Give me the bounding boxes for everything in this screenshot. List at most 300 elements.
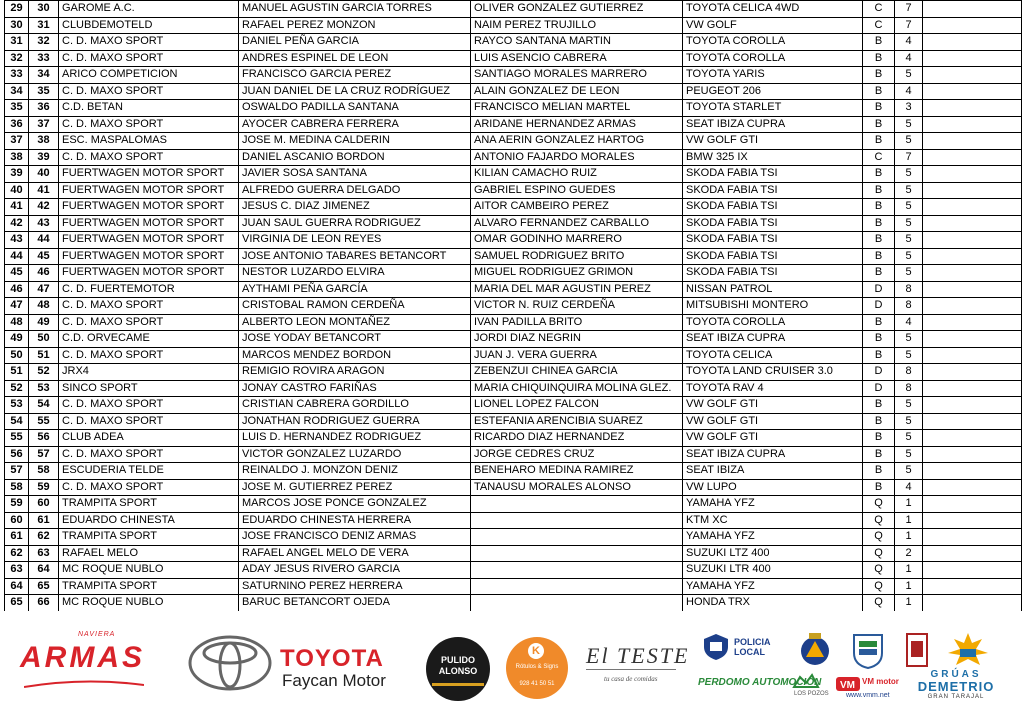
class-cell: B <box>863 50 895 67</box>
vehicle-cell: VW GOLF GTI <box>683 397 863 414</box>
order-cell: 39 <box>5 166 29 183</box>
vm-motor-web: www.vmm.net <box>846 692 890 699</box>
notes-cell <box>923 529 1022 546</box>
vehicle-cell: BMW 325 IX <box>683 149 863 166</box>
driver-cell: ADAY JESUS RIVERO GARCIA <box>239 562 471 579</box>
team-cell: C. D. FUERTEMOTOR <box>59 281 239 298</box>
vehicle-cell: SKODA FABIA TSI <box>683 166 863 183</box>
dorsal-cell: 47 <box>29 281 59 298</box>
driver-cell: AYTHAMI PEÑA GARCÍA <box>239 281 471 298</box>
vehicle-cell: SKODA FABIA TSI <box>683 182 863 199</box>
class-cell: B <box>863 265 895 282</box>
codriver-cell: AITOR CAMBEIRO PEREZ <box>471 199 683 216</box>
notes-cell <box>923 463 1022 480</box>
order-cell: 34 <box>5 83 29 100</box>
dorsal-cell: 62 <box>29 529 59 546</box>
order-cell: 40 <box>5 182 29 199</box>
team-cell: C. D. MAXO SPORT <box>59 116 239 133</box>
class-cell: Q <box>863 562 895 579</box>
group-cell: 4 <box>895 314 923 331</box>
gran-tarajal-text: GRAN TARAJAL <box>927 694 985 700</box>
group-cell: 8 <box>895 281 923 298</box>
vehicle-cell: VW GOLF GTI <box>683 133 863 150</box>
demetrio-text: DEMETRIO <box>917 679 995 694</box>
vm-motor-text: VM motor <box>862 677 899 686</box>
driver-cell: SATURNINO PEREZ HERRERA <box>239 578 471 595</box>
driver-cell: VICTOR GONZALEZ LUZARDO <box>239 446 471 463</box>
group-cell: 3 <box>895 100 923 117</box>
notes-cell <box>923 265 1022 282</box>
group-cell: 8 <box>895 298 923 315</box>
order-cell: 32 <box>5 50 29 67</box>
group-cell: 1 <box>895 512 923 529</box>
group-cell: 7 <box>895 149 923 166</box>
dorsal-cell: 39 <box>29 149 59 166</box>
driver-cell: JAVIER SOSA SANTANA <box>239 166 471 183</box>
class-cell: B <box>863 215 895 232</box>
group-cell: 5 <box>895 347 923 364</box>
proteccion-civil-crest-icon <box>798 631 832 667</box>
group-cell: 1 <box>895 529 923 546</box>
table-row <box>5 100 1022 117</box>
driver-cell: CRISTIAN CABRERA GORDILLO <box>239 397 471 414</box>
driver-cell: DANIEL ASCANIO BORDON <box>239 149 471 166</box>
team-cell: FUERTWAGEN MOTOR SPORT <box>59 248 239 265</box>
dorsal-cell: 58 <box>29 463 59 480</box>
class-cell: Q <box>863 496 895 513</box>
vehicle-cell: TOYOTA STARLET <box>683 100 863 117</box>
table-row <box>5 397 1022 414</box>
order-cell: 60 <box>5 512 29 529</box>
dorsal-cell: 48 <box>29 298 59 315</box>
dorsal-cell: 53 <box>29 380 59 397</box>
vehicle-cell: TOYOTA COROLLA <box>683 34 863 51</box>
order-cell: 64 <box>5 578 29 595</box>
driver-cell: ALFREDO GUERRA DELGADO <box>239 182 471 199</box>
table-row <box>5 166 1022 183</box>
codriver-cell: MIGUEL RODRIGUEZ GRIMON <box>471 265 683 282</box>
table-row <box>5 512 1022 529</box>
dorsal-cell: 59 <box>29 479 59 496</box>
team-cell: RAFAEL MELO <box>59 545 239 562</box>
class-cell: B <box>863 182 895 199</box>
notes-cell <box>923 595 1022 612</box>
vehicle-cell: VW LUPO <box>683 479 863 496</box>
codriver-cell: RICARDO DIAZ HERNANDEZ <box>471 430 683 447</box>
class-cell: C <box>863 17 895 34</box>
codriver-cell: ALVARO FERNANDEZ CARBALLO <box>471 215 683 232</box>
team-cell: EDUARDO CHINESTA <box>59 512 239 529</box>
class-cell: B <box>863 248 895 265</box>
group-cell: 1 <box>895 496 923 513</box>
dorsal-cell: 37 <box>29 116 59 133</box>
driver-cell: DANIEL PEÑA GARCIA <box>239 34 471 51</box>
team-cell: TRAMPITA SPORT <box>59 496 239 513</box>
dorsal-cell: 57 <box>29 446 59 463</box>
vehicle-cell: HONDA TRX <box>683 595 863 612</box>
table-row <box>5 314 1022 331</box>
driver-cell: ANDRES ESPINEL DE LEON <box>239 50 471 67</box>
order-cell: 35 <box>5 100 29 117</box>
vehicle-cell: SEAT IBIZA CUPRA <box>683 331 863 348</box>
group-cell: 5 <box>895 166 923 183</box>
el-teste-tagline: tu casa de comidas <box>604 675 658 683</box>
notes-cell <box>923 149 1022 166</box>
codriver-cell: ESTEFANIA ARENCIBIA SUAREZ <box>471 413 683 430</box>
notes-cell <box>923 298 1022 315</box>
team-cell: C. D. MAXO SPORT <box>59 347 239 364</box>
class-cell: D <box>863 281 895 298</box>
team-cell: TRAMPITA SPORT <box>59 578 239 595</box>
team-cell: ESCUDERIA TELDE <box>59 463 239 480</box>
group-cell: 4 <box>895 50 923 67</box>
codriver-cell: KILIAN CAMACHO RUIZ <box>471 166 683 183</box>
table-row <box>5 248 1022 265</box>
team-cell: C. D. MAXO SPORT <box>59 83 239 100</box>
codriver-cell: ARIDANE HERNANDEZ ARMAS <box>471 116 683 133</box>
notes-cell <box>923 248 1022 265</box>
driver-cell: MANUEL AGUSTIN GARCIA TORRES <box>239 1 471 18</box>
notes-cell <box>923 232 1022 249</box>
el-teste-logo: El TESTE <box>586 643 690 668</box>
team-cell: C. D. MAXO SPORT <box>59 397 239 414</box>
class-cell: C <box>863 149 895 166</box>
team-cell: C. D. MAXO SPORT <box>59 149 239 166</box>
table-row <box>5 116 1022 133</box>
driver-cell: RAFAEL ANGEL MELO DE VERA <box>239 545 471 562</box>
table-row <box>5 364 1022 381</box>
group-cell: 7 <box>895 1 923 18</box>
team-cell: TRAMPITA SPORT <box>59 529 239 546</box>
driver-cell: JOSE FRANCISCO DENIZ ARMAS <box>239 529 471 546</box>
team-cell: FUERTWAGEN MOTOR SPORT <box>59 182 239 199</box>
group-cell: 5 <box>895 331 923 348</box>
dorsal-cell: 63 <box>29 545 59 562</box>
dorsal-cell: 41 <box>29 182 59 199</box>
notes-cell <box>923 347 1022 364</box>
notes-cell <box>923 413 1022 430</box>
codriver-cell: GABRIEL ESPINO GUEDES <box>471 182 683 199</box>
codriver-cell: JORDI DIAZ NEGRIN <box>471 331 683 348</box>
notes-cell <box>923 479 1022 496</box>
group-cell: 7 <box>895 17 923 34</box>
toyota-wordmark: TOYOTA <box>280 645 384 672</box>
codriver-cell: MARIA CHIQUINQUIRA MOLINA GLEZ. <box>471 380 683 397</box>
driver-cell: JUAN SAUL GUERRA RODRIGUEZ <box>239 215 471 232</box>
notes-cell <box>923 215 1022 232</box>
vehicle-cell: TOYOTA RAV 4 <box>683 380 863 397</box>
notes-cell <box>923 166 1022 183</box>
team-cell: FUERTWAGEN MOTOR SPORT <box>59 232 239 249</box>
vehicle-cell: TOYOTA CELICA <box>683 347 863 364</box>
codriver-cell <box>471 562 683 579</box>
table-row <box>5 430 1022 447</box>
codriver-cell: IVAN PADILLA BRITO <box>471 314 683 331</box>
table-row <box>5 182 1022 199</box>
order-cell: 63 <box>5 562 29 579</box>
group-cell: 5 <box>895 397 923 414</box>
codriver-cell: TANAUSU MORALES ALONSO <box>471 479 683 496</box>
codriver-cell: OMAR GODINHO MARRERO <box>471 232 683 249</box>
codriver-cell: ZEBENZUI CHINEA GARCIA <box>471 364 683 381</box>
codriver-cell: ANTONIO FAJARDO MORALES <box>471 149 683 166</box>
table-row <box>5 199 1022 216</box>
codriver-cell <box>471 529 683 546</box>
team-cell: FUERTWAGEN MOTOR SPORT <box>59 215 239 232</box>
el-teste-line <box>586 669 676 670</box>
vehicle-cell: NISSAN PATROL <box>683 281 863 298</box>
order-cell: 30 <box>5 17 29 34</box>
pulido-alonso-logo <box>426 637 490 701</box>
team-cell: C. D. MAXO SPORT <box>59 34 239 51</box>
notes-cell <box>923 50 1022 67</box>
group-cell: 5 <box>895 248 923 265</box>
armas-tagline: NAVIERA <box>78 631 116 638</box>
driver-cell: VIRGINIA DE LEON REYES <box>239 232 471 249</box>
table-row <box>5 281 1022 298</box>
codriver-cell <box>471 595 683 612</box>
group-cell: 1 <box>895 578 923 595</box>
class-cell: B <box>863 430 895 447</box>
table-row <box>5 17 1022 34</box>
group-cell: 8 <box>895 380 923 397</box>
vehicle-cell: TOYOTA COROLLA <box>683 314 863 331</box>
svg-text:VM: VM <box>840 680 855 691</box>
vehicle-cell: SKODA FABIA TSI <box>683 232 863 249</box>
table-row <box>5 529 1022 546</box>
vehicle-cell: SEAT IBIZA CUPRA <box>683 116 863 133</box>
group-cell: 2 <box>895 545 923 562</box>
rotulos-k-icon: K <box>528 643 544 659</box>
gruas-text: GRÚAS <box>930 669 982 680</box>
vehicle-cell: YAMAHA YFZ <box>683 529 863 546</box>
codriver-cell: SANTIAGO MORALES MARRERO <box>471 67 683 84</box>
notes-cell <box>923 314 1022 331</box>
team-cell: C. D. MAXO SPORT <box>59 479 239 496</box>
group-cell: 5 <box>895 232 923 249</box>
dorsal-cell: 36 <box>29 100 59 117</box>
group-cell: 4 <box>895 83 923 100</box>
notes-cell <box>923 83 1022 100</box>
order-cell: 46 <box>5 281 29 298</box>
team-cell: CLUBDEMOTELD <box>59 17 239 34</box>
group-cell: 5 <box>895 215 923 232</box>
group-cell: 1 <box>895 595 923 612</box>
table-row <box>5 232 1022 249</box>
dorsal-cell: 32 <box>29 34 59 51</box>
vehicle-cell: TOYOTA COROLLA <box>683 50 863 67</box>
table-row <box>5 50 1022 67</box>
codriver-cell: ANA AERIN GONZALEZ HARTOG <box>471 133 683 150</box>
class-cell: Q <box>863 595 895 612</box>
rotulos-text: Rótulos & Signs <box>515 664 559 670</box>
table-row <box>5 463 1022 480</box>
dorsal-cell: 60 <box>29 496 59 513</box>
table-row <box>5 380 1022 397</box>
dorsal-cell: 56 <box>29 430 59 447</box>
vehicle-cell: TOYOTA YARIS <box>683 67 863 84</box>
driver-cell: JONAY CASTRO FARIÑAS <box>239 380 471 397</box>
order-cell: 49 <box>5 331 29 348</box>
team-cell: MC ROQUE NUBLO <box>59 595 239 612</box>
driver-cell: REMIGIO ROVIRA ARAGON <box>239 364 471 381</box>
dorsal-cell: 33 <box>29 50 59 67</box>
order-cell: 59 <box>5 496 29 513</box>
codriver-cell: VICTOR N. RUIZ CERDEÑA <box>471 298 683 315</box>
table-row <box>5 215 1022 232</box>
notes-cell <box>923 281 1022 298</box>
driver-cell: CRISTOBAL RAMON CERDEÑA <box>239 298 471 315</box>
table-row <box>5 347 1022 364</box>
group-cell: 5 <box>895 182 923 199</box>
order-cell: 44 <box>5 248 29 265</box>
order-cell: 55 <box>5 430 29 447</box>
order-cell: 37 <box>5 133 29 150</box>
driver-cell: JONATHAN RODRIGUEZ GUERRA <box>239 413 471 430</box>
driver-cell: JUAN DANIEL DE LA CRUZ RODRÍGUEZ <box>239 83 471 100</box>
driver-cell: EDUARDO CHINESTA HERRERA <box>239 512 471 529</box>
vehicle-cell: SEAT IBIZA <box>683 463 863 480</box>
vehicle-cell: MITSUBISHI MONTERO <box>683 298 863 315</box>
class-cell: Q <box>863 512 895 529</box>
driver-cell: NESTOR LUZARDO ELVIRA <box>239 265 471 282</box>
table-row <box>5 413 1022 430</box>
notes-cell <box>923 512 1022 529</box>
perdomo-subtext: LOS POZOS <box>794 691 829 697</box>
table-row <box>5 545 1022 562</box>
team-cell: C. D. MAXO SPORT <box>59 446 239 463</box>
driver-cell: JOSE M. GUTIERREZ PEREZ <box>239 479 471 496</box>
table-row <box>5 133 1022 150</box>
order-cell: 52 <box>5 380 29 397</box>
class-cell: B <box>863 232 895 249</box>
order-cell: 48 <box>5 314 29 331</box>
vehicle-cell: VW GOLF <box>683 17 863 34</box>
order-cell: 65 <box>5 595 29 612</box>
dorsal-cell: 54 <box>29 397 59 414</box>
perdomo-car-icon <box>792 673 820 689</box>
order-cell: 50 <box>5 347 29 364</box>
notes-cell <box>923 100 1022 117</box>
dorsal-cell: 61 <box>29 512 59 529</box>
vehicle-cell: SKODA FABIA TSI <box>683 199 863 216</box>
rotulos-phone: 928 41 50 51 <box>519 681 555 687</box>
driver-cell: JOSE ANTONIO TABARES BETANCORT <box>239 248 471 265</box>
dorsal-cell: 44 <box>29 232 59 249</box>
group-cell: 5 <box>895 67 923 84</box>
pulido-underline <box>432 683 484 686</box>
notes-cell <box>923 1 1022 18</box>
class-cell: B <box>863 446 895 463</box>
vehicle-cell: SKODA FABIA TSI <box>683 248 863 265</box>
class-cell: B <box>863 199 895 216</box>
table-row <box>5 595 1022 612</box>
table-row <box>5 34 1022 51</box>
dorsal-cell: 64 <box>29 562 59 579</box>
codriver-cell: LIONEL LOPEZ FALCON <box>471 397 683 414</box>
codriver-cell: OLIVER GONZALEZ GUTIERREZ <box>471 1 683 18</box>
driver-cell: MARCOS MENDEZ BORDON <box>239 347 471 364</box>
class-cell: B <box>863 166 895 183</box>
order-cell: 43 <box>5 232 29 249</box>
class-cell: B <box>863 347 895 364</box>
dorsal-cell: 38 <box>29 133 59 150</box>
driver-cell: JOSE YODAY BETANCORT <box>239 331 471 348</box>
dorsal-cell: 49 <box>29 314 59 331</box>
driver-cell: FRANCISCO GARCIA PEREZ <box>239 67 471 84</box>
codriver-cell: FRANCISCO MELIAN MARTEL <box>471 100 683 117</box>
policia-local-text: POLICIA LOCAL <box>734 637 771 657</box>
dorsal-cell: 66 <box>29 595 59 612</box>
notes-cell <box>923 182 1022 199</box>
driver-cell: JESUS C. DIAZ JIMENEZ <box>239 199 471 216</box>
group-cell: 4 <box>895 479 923 496</box>
vehicle-cell: TOYOTA LAND CRUISER 3.0 <box>683 364 863 381</box>
order-cell: 36 <box>5 116 29 133</box>
driver-cell: BARUC BETANCORT OJEDA <box>239 595 471 612</box>
order-cell: 61 <box>5 529 29 546</box>
driver-cell: JOSE M. MEDINA CALDERIN <box>239 133 471 150</box>
notes-cell <box>923 331 1022 348</box>
class-cell: D <box>863 364 895 381</box>
table-row <box>5 446 1022 463</box>
notes-cell <box>923 364 1022 381</box>
codriver-cell: RAYCO SANTANA MARTIN <box>471 34 683 51</box>
fuerteventura-logo-icon <box>946 631 990 667</box>
group-cell: 5 <box>895 463 923 480</box>
order-cell: 38 <box>5 149 29 166</box>
class-cell: D <box>863 380 895 397</box>
codriver-cell: MARIA DEL MAR AGUSTIN PEREZ <box>471 281 683 298</box>
toyota-emblem-icon <box>188 635 272 691</box>
rotulos-logo <box>506 637 568 699</box>
order-cell: 54 <box>5 413 29 430</box>
order-cell: 56 <box>5 446 29 463</box>
team-cell: ESC. MASPALOMAS <box>59 133 239 150</box>
perdomo-automocion-logo: PERDOMO AUTOMOCIÓN <box>698 677 822 688</box>
class-cell: B <box>863 331 895 348</box>
order-cell: 58 <box>5 479 29 496</box>
notes-cell <box>923 578 1022 595</box>
policia-local-shield-icon <box>702 633 730 661</box>
dorsal-cell: 50 <box>29 331 59 348</box>
notes-cell <box>923 34 1022 51</box>
team-cell: CLUB ADEA <box>59 430 239 447</box>
vehicle-cell: TOYOTA CELICA 4WD <box>683 1 863 18</box>
driver-cell: REINALDO J. MONZON DENIZ <box>239 463 471 480</box>
team-cell: GAROME A.C. <box>59 1 239 18</box>
order-cell: 31 <box>5 34 29 51</box>
class-cell: B <box>863 463 895 480</box>
notes-cell <box>923 430 1022 447</box>
table-row <box>5 479 1022 496</box>
notes-cell <box>923 199 1022 216</box>
vehicle-cell: SKODA FABIA TSI <box>683 265 863 282</box>
order-cell: 29 <box>5 1 29 18</box>
codriver-cell <box>471 545 683 562</box>
table-row <box>5 496 1022 513</box>
class-cell: B <box>863 116 895 133</box>
vehicle-cell: YAMAHA YFZ <box>683 496 863 513</box>
faycan-motor-text: Faycan Motor <box>282 671 386 690</box>
class-cell: Q <box>863 578 895 595</box>
group-cell: 5 <box>895 430 923 447</box>
vehicle-cell: YAMAHA YFZ <box>683 578 863 595</box>
codriver-cell: JORGE CEDRES CRUZ <box>471 446 683 463</box>
order-cell: 45 <box>5 265 29 282</box>
notes-cell <box>923 67 1022 84</box>
vehicle-cell: SUZUKI LTZ 400 <box>683 545 863 562</box>
